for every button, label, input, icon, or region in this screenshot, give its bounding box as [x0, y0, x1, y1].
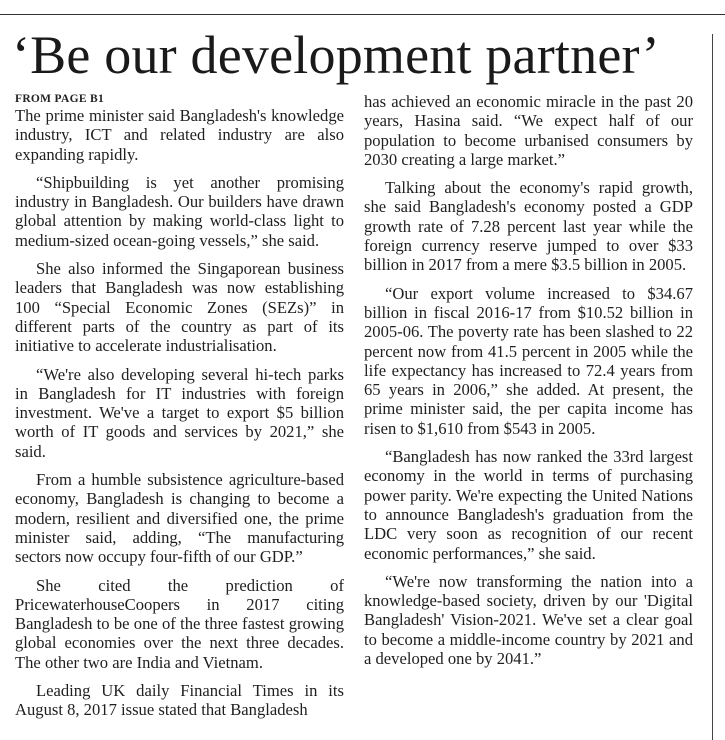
paragraph: has achieved an economic miracle in the past 20 years, Hasina said. “We expect half of our population to become urbanised consumers by 2030 creating a large market.” — [364, 92, 693, 169]
paragraph: “We're also developing several hi-tech parks in Bangladesh for IT industries with foreign investment. We've a target to export $5 billion worth of IT goods and services by 2021,” she said. — [15, 364, 344, 461]
article-column-left — [15, 92, 344, 740]
paragraph: The prime minister said Bangladesh's knowledge industry, ICT and related industry are also expanding rapidly. — [15, 106, 344, 164]
column-rule — [712, 34, 713, 740]
paragraph: From a humble subsistence agriculture-based economy, Bangladesh is changing to become a modern, resilient and diversified one, the prime minister said, adding, “The manufacturing sectors now occupy four-fifth of our GDP.” — [15, 470, 344, 567]
paragraph: “We're now transforming the nation into a knowledge-based society, driven by our 'Digital Bangladesh' Vision-2021. We've set a clear goal to become a middle-income country by 2021 and a developed one by 2041.” — [364, 571, 693, 669]
paragraph: Talking about the economy's rapid growth, she said Bangladesh's economy posted a GDP growth rate of 7.28 percent last year while the foreign currency reserve jumped to over $33 billion in 2017 from a mere $3.5 billion in 2005. — [364, 178, 693, 275]
kicker: FROM PAGE B1 — [15, 93, 104, 105]
paragraph: She cited the prediction of PricewaterhouseCoopers in 2017 citing Bangladesh to be one of the three fastest growing global economies over the next three decades. The other two are India and Vietnam. — [15, 575, 344, 672]
paragraph: She also informed the Singaporean business leaders that Bangladesh was now establishing 100 “Special Economic Zones (SEZs)” in different parts of the country as part of its initiative to accelerate industrialisation. — [15, 259, 344, 356]
paragraph: Leading UK daily Financial Times in its August 8, 2017 issue stated that Bangladesh — [15, 681, 344, 720]
top-rule — [0, 14, 725, 15]
paragraph: “Shipbuilding is yet another promising industry in Bangladesh. Our builders have drawn global attention by making world-class light to medium-sized ocean-going vessels,” she said. — [15, 172, 344, 250]
article-column-right — [364, 92, 693, 740]
paragraph: “Our export volume increased to $34.67 billion in fiscal 2016-17 from $10.52 billion in 2005-06. The poverty rate has been slashed to 22 percent now from 41.5 percent in 2005 while the life expectancy has increased to 72.4 years from 65 years in 2006,” she added. At present, the prime minister said, the per capita income has risen to $1,610 from $543 in 2005. — [364, 283, 693, 438]
paragraph: “Bangladesh has now ranked the 33rd largest economy in the world in terms of purchasing power parity. We're expecting the United Nations to announce Bangladesh's graduation from the LDC very soon as recognition of our recent economic performances,” she said. — [364, 447, 693, 563]
headline: ‘Be our development partner’ — [12, 25, 660, 85]
